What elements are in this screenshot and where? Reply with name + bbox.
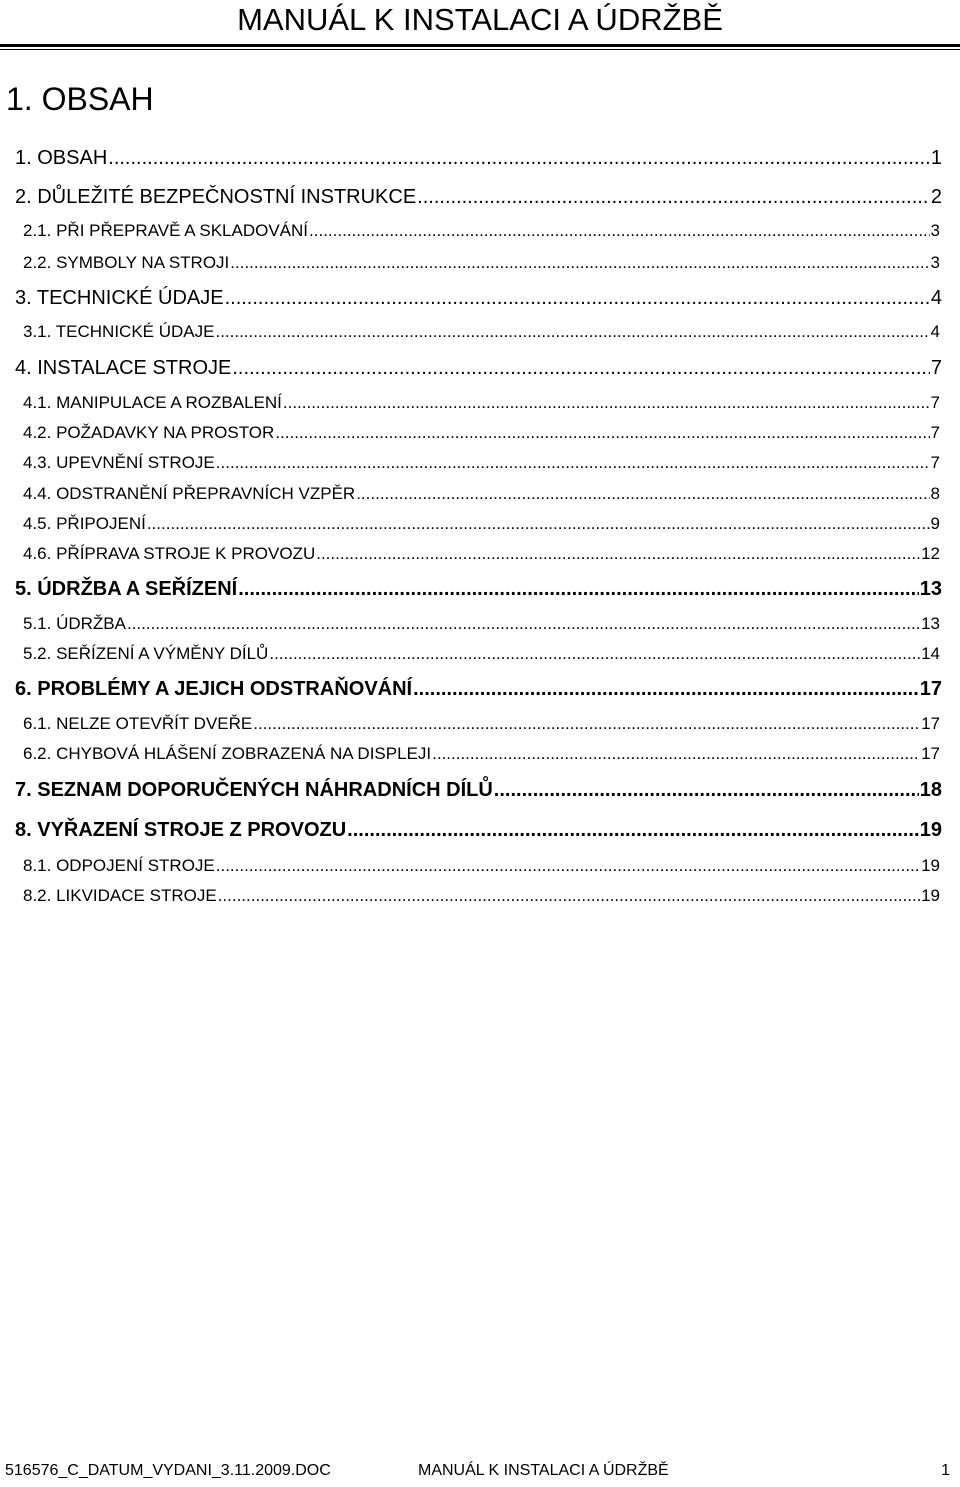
toc-entry[interactable] [23,714,940,734]
toc-entry[interactable] [15,819,942,842]
toc-dot-leader [216,856,920,876]
toc-entry-page-number: 8 [930,484,940,503]
toc-entry[interactable] [23,484,940,504]
toc-dot-leader [494,779,919,802]
toc-entry[interactable] [15,779,942,802]
toc-entry[interactable] [15,678,942,701]
footer-page-number: 1 [941,1462,950,1479]
toc-entry-page-number: 3 [930,253,940,272]
toc-entry[interactable] [23,614,940,634]
toc-entry-page-number: 4 [930,322,940,341]
toc-entry-label: 7. SEZNAM DOPORUČENÝCH NÁHRADNÍCH DÍLŮ [15,779,493,801]
toc-entry-label: 5.1. ÚDRŽBA [23,614,126,633]
toc-entry-label: 3. TECHNICKÉ ÚDAJE [15,287,224,309]
toc-entry-page-number: 12 [921,544,940,563]
toc-dot-leader [215,322,929,342]
section-heading: 1. OBSAH [6,81,154,117]
toc-dot-leader [230,253,929,273]
toc-entry[interactable] [23,744,940,764]
toc-entry[interactable] [15,186,942,209]
toc-entry-page-number: 7 [930,393,940,412]
toc-dot-leader [356,484,929,504]
toc-entry-page-number: 17 [921,744,940,763]
toc-entry-page-number: 17 [919,678,942,700]
toc-entry-page-number: 7 [930,453,940,472]
toc-dot-leader [238,578,919,601]
toc-entry[interactable] [23,856,940,876]
toc-dot-leader [225,287,930,310]
toc-entry[interactable] [23,322,940,342]
toc-entry-label: 3.1. TECHNICKÉ ÚDAJE [23,322,215,341]
header-divider [0,44,960,50]
toc-entry-label: 6.1. NELZE OTEVŘÍT DVEŘE [23,714,253,733]
toc-entry-label: 2.1. PŘI PŘEPRAVĚ A SKLADOVÁNÍ [23,221,309,240]
toc-dot-leader [269,644,920,664]
toc-entry-page-number: 9 [930,514,940,533]
toc-entry-page-number: 1 [930,147,942,169]
toc-entry[interactable] [23,886,940,906]
toc-entry[interactable] [23,544,940,564]
toc-entry-label: 4.4. ODSTRANĚNÍ PŘEPRAVNÍCH VZPĚR [23,484,356,503]
toc-entry[interactable] [15,357,942,380]
toc-entry-label: 5. ÚDRŽBA A SEŘÍZENÍ [15,578,238,600]
toc-entry-page-number: 17 [921,714,940,733]
toc-entry[interactable] [15,578,942,601]
toc-entry-page-number: 7 [930,423,940,442]
toc-dot-leader [275,423,929,443]
toc-entry-page-number: 7 [930,357,942,379]
toc-entry-label: 2.2. SYMBOLY NA STROJI [23,253,230,272]
toc-dot-leader [232,357,930,380]
toc-dot-leader [127,614,920,634]
toc-entry[interactable] [23,514,940,534]
toc-entry-label: 4. INSTALACE STROJE [15,357,232,379]
toc-entry-label: 4.2. POŽADAVKY NA PROSTOR [23,423,275,442]
toc-entry-label: 6.2. CHYBOVÁ HLÁŠENÍ ZOBRAZENÁ NA DISPLEJI [23,744,432,763]
toc-entry-label: 4.3. UPEVNĚNÍ STROJE [23,453,215,472]
toc-dot-leader [309,221,930,241]
toc-dot-leader [417,186,930,209]
toc-entry-label: 8. VYŘAZENÍ STROJE Z PROVOZU [15,819,347,841]
toc-entry[interactable] [15,147,942,170]
toc-entry-page-number: 13 [919,578,942,600]
toc-entry[interactable] [23,423,940,443]
toc-dot-leader [347,819,919,842]
toc-entry[interactable] [23,221,940,241]
toc-entry[interactable] [23,393,940,413]
footer-filename: 516576_C_DATUM_VYDANI_3.11.2009.DOC [5,1462,331,1479]
toc-entry-page-number: 13 [921,614,940,633]
toc-entry-label: 5.2. SEŘÍZENÍ A VÝMĚNY DÍLŮ [23,644,269,663]
toc-dot-leader [218,886,920,906]
toc-entry[interactable] [23,453,940,473]
toc-entry-page-number: 19 [919,819,942,841]
toc-entry-label: 2. DŮLEŽITÉ BEZPEČNOSTNÍ INSTRUKCE [15,186,417,208]
toc-entry-page-number: 2 [930,186,942,208]
toc-dot-leader [216,453,930,473]
toc-dot-leader [253,714,920,734]
toc-entry-page-number: 14 [921,644,940,663]
toc-dot-leader [413,678,919,701]
toc-entry-label: 4.5. PŘIPOJENÍ [23,514,146,533]
toc-entry[interactable] [23,644,940,664]
toc-entry-label: 8.1. ODPOJENÍ STROJE [23,856,215,875]
toc-entry-page-number: 19 [921,886,940,905]
document-header-title: MANUÁL K INSTALACI A ÚDRŽBĚ [237,2,723,37]
footer-title: MANUÁL K INSTALACI A ÚDRŽBĚ [418,1462,669,1479]
toc-entry-page-number: 19 [921,856,940,875]
toc-entry-page-number: 4 [930,287,942,309]
toc-entry-label: 8.2. LIKVIDACE STROJE [23,886,217,905]
toc-entry-page-number: 18 [919,779,942,801]
toc-entry-label: 4.6. PŘÍPRAVA STROJE K PROVOZU [23,544,316,563]
toc-dot-leader [432,744,920,764]
toc-entry-label: 4.1. MANIPULACE A ROZBALENÍ [23,393,282,412]
toc-entry[interactable] [15,287,942,310]
toc-dot-leader [147,514,930,534]
toc-dot-leader [283,393,930,413]
toc-entry-label: 6. PROBLÉMY A JEJICH ODSTRAŇOVÁNÍ [15,678,413,700]
toc-entry[interactable] [23,253,940,273]
toc-dot-leader [316,544,920,564]
toc-entry-page-number: 3 [930,221,940,240]
toc-dot-leader [108,147,930,170]
toc-entry-label: 1. OBSAH [15,147,108,169]
